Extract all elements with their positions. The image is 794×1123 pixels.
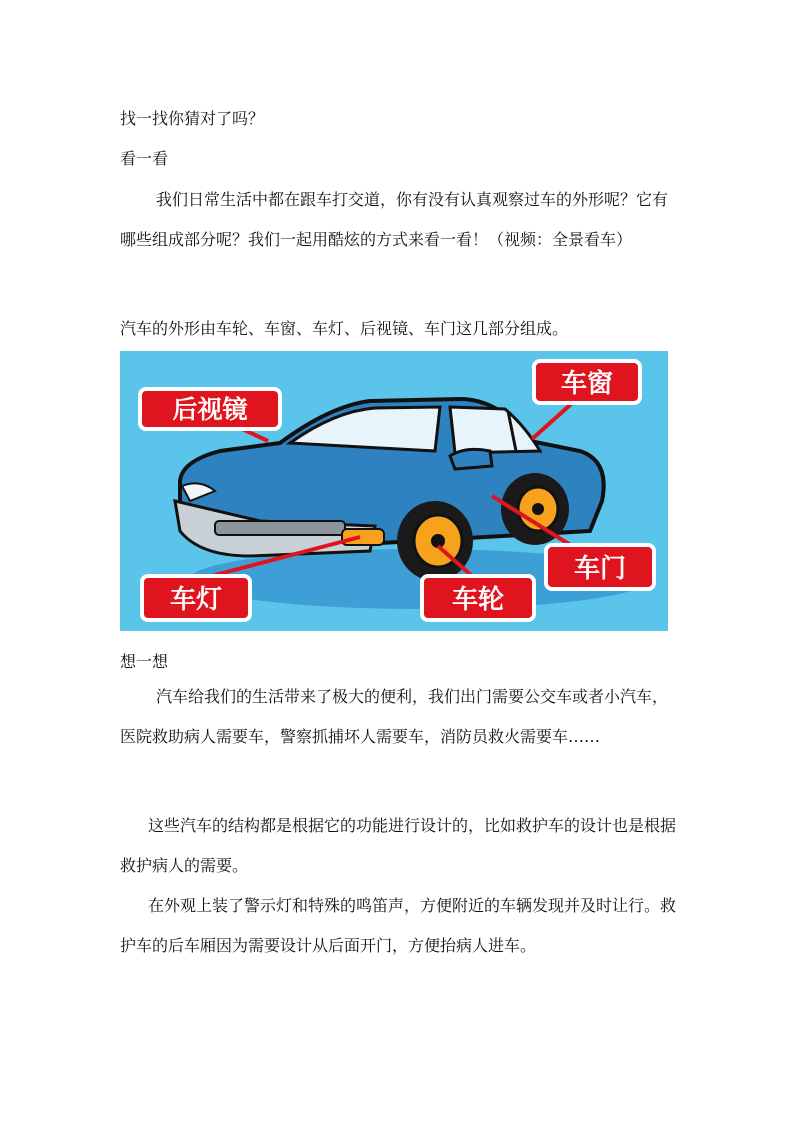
svg-text:车灯: 车灯 — [169, 585, 223, 615]
svg-text:车窗: 车窗 — [560, 369, 614, 399]
svg-text:车轮: 车轮 — [451, 585, 505, 615]
car-diagram — [120, 351, 668, 631]
paragraph-ambulance: 在外观上装了警示灯和特殊的鸣笛声，方便附近的车辆发现并及时让行。救护车的后车厢因为需要设计从后面开门，方便抬病人进车。 — [120, 896, 677, 955]
svg-text:车门: 车门 — [573, 554, 627, 584]
label-mirror — [140, 389, 280, 429]
label-light — [142, 576, 250, 620]
paragraph-convenience: 汽车给我们的生活带来了极大的便利，我们出门需要公交车或者小汽车，医院救助病人需要车，警察抓捕坏人需要车，消防员救火需要车…… — [120, 687, 669, 746]
heading-find: 找一找你猜对了吗？ — [120, 109, 265, 128]
label-window — [534, 361, 640, 403]
paragraph-structure: 这些汽车的结构都是根据它的功能进行设计的，比如救护车的设计也是根据救护病人的需要。 — [120, 816, 677, 875]
label-wheel — [422, 576, 534, 620]
svg-text:后视镜: 后视镜 — [172, 395, 248, 424]
paragraph-intro: 我们日常生活中都在跟车打交道，你有没有认真观察过车的外形呢？它有哪些组成部分呢？我们一起用酷炫的方式来看一看！（视频：全景看车） — [120, 190, 669, 249]
summary-sentence: 汽车的外形由车轮、车窗、车灯、后视镜、车门这几部分组成。 — [120, 319, 569, 338]
label-door — [546, 545, 654, 589]
heading-think: 想一想 — [120, 652, 169, 671]
side-mirror — [450, 449, 492, 469]
fog-light — [342, 529, 384, 545]
heading-look: 看一看 — [120, 149, 169, 168]
